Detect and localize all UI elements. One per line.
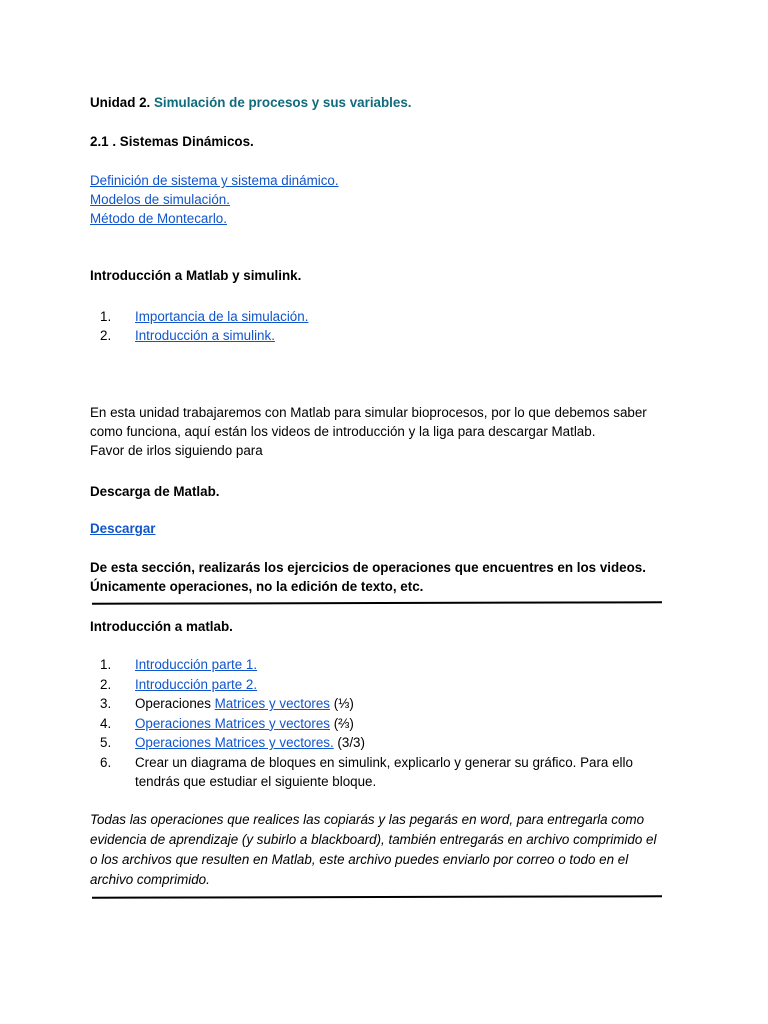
divider xyxy=(92,895,662,898)
section-21-title: 2.1 . Sistemas Dinámicos. xyxy=(90,134,254,149)
item-suffix: (⅔) xyxy=(329,715,354,731)
intro-matlab-title: Introducción a matlab. xyxy=(90,619,233,634)
instructions-line: Únicamente operaciones, no la edición de texto, etc. xyxy=(90,579,424,594)
list-number: 1. xyxy=(100,657,112,672)
link-introduccion-simulink[interactable]: Introducción a simulink. xyxy=(135,328,275,343)
list-item-operaciones-3 xyxy=(135,733,365,753)
intro-simulink-title: Introducción a Matlab y simulink. xyxy=(90,268,302,283)
list-number: 2. xyxy=(100,328,112,343)
note-line: evidencia de aprendizaje (y subirlo a blackboard), también entregarás en archivo comprimido el xyxy=(90,832,657,847)
note-line: Todas las operaciones que realices las copiarás y las pegarás en word, para entregarla como xyxy=(90,812,645,827)
list-number: 6. xyxy=(100,754,112,770)
link-matrices-vectores-1[interactable]: Matrices y vectores xyxy=(214,696,330,711)
link-modelos-simulacion[interactable]: Modelos de simulación. xyxy=(90,192,230,207)
unit-prefix: Unidad 2. xyxy=(90,95,151,110)
intro-paragraph-line: Favor de irlos siguiendo para xyxy=(90,443,263,458)
unit-heading xyxy=(90,93,412,112)
download-link[interactable]: Descargar xyxy=(90,521,156,536)
list-item-diagrama-line: tendrás que estudiar el siguiente bloque. xyxy=(135,774,377,789)
list-number: 3. xyxy=(100,696,112,711)
link-operaciones-matrices-3[interactable]: Operaciones Matrices y vectores. xyxy=(135,735,334,750)
item-text: Operaciones xyxy=(135,696,215,711)
link-metodo-montecarlo[interactable]: Método de Montecarlo. xyxy=(90,211,227,226)
list-item-operaciones-2 xyxy=(135,714,354,734)
intro-paragraph-line: En esta unidad trabajaremos con Matlab para simular bioprocesos, por lo que debemos saber xyxy=(90,405,647,420)
list-item-operaciones-1 xyxy=(135,694,354,714)
link-definicion-sistema[interactable]: Definición de sistema y sistema dinámico. xyxy=(90,173,339,188)
link-importancia-simulacion[interactable]: Importancia de la simulación. xyxy=(135,309,309,324)
note-line: archivo comprimido. xyxy=(90,872,210,887)
divider xyxy=(92,601,662,604)
list-number: 1. xyxy=(100,309,112,324)
list-item-diagrama-line: Crear un diagrama de bloques en simulink, explicarlo y generar su gráfico. Para ello xyxy=(135,754,633,770)
item-suffix: (⅓) xyxy=(330,696,354,711)
unit-title: Simulación de procesos y sus variables. xyxy=(154,95,412,110)
instructions-line: De esta sección, realizarás los ejercicios de operaciones que encuentres en los videos. xyxy=(90,560,646,575)
link-introduccion-parte-2[interactable]: Introducción parte 2. xyxy=(135,676,258,692)
item-suffix: (3/3) xyxy=(333,735,365,750)
link-introduccion-parte-1[interactable]: Introducción parte 1. xyxy=(135,657,258,672)
list-number: 2. xyxy=(100,676,112,692)
download-title: Descarga de Matlab. xyxy=(90,484,220,499)
list-number: 4. xyxy=(100,715,112,731)
link-operaciones-matrices-2[interactable]: Operaciones Matrices y vectores xyxy=(135,715,330,731)
intro-paragraph-line: como funciona, aquí están los videos de introducción y la liga para descargar Matlab. xyxy=(90,424,596,439)
note-line: o los archivos que resulten en Matlab, este archivo puedes enviarlo por correo o todo en el xyxy=(90,852,629,867)
list-number: 5. xyxy=(100,735,112,750)
